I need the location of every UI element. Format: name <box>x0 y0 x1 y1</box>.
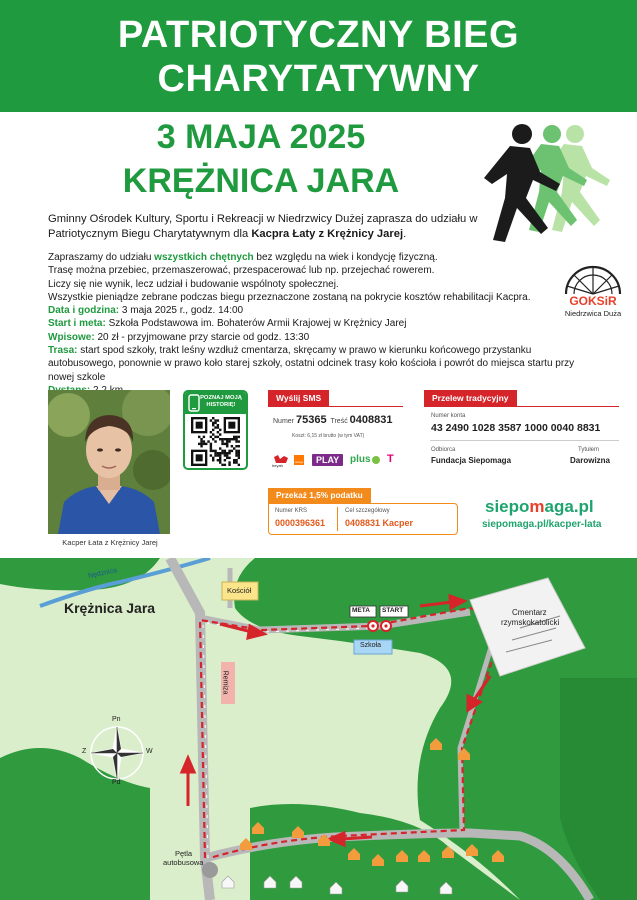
compass-n: Pn <box>112 716 121 723</box>
details-route: Trasa: start spod szkoły, trakt leśny wzdłuż cmentarza, skręcamy w prawo w kierunku końcowego przystanku autobusowego, ponownie w prawo koło starej szkoły, ostatni odcinek trasy koło kościoła i powrót do miejsca startu przy nowej szkole <box>48 345 575 383</box>
heyah-logo: heyah <box>272 454 290 467</box>
details-date: Data i godzina: 3 maja 2025 r., godz. 14:00 <box>48 305 244 317</box>
church-label: Kościół <box>227 586 252 595</box>
goksir-logo <box>560 262 626 322</box>
details-invite: Zapraszamy do udziału wszystkich chętnych bez względu na wiek i kondycję fizyczną. <box>48 252 438 263</box>
orange-logo: orange <box>294 455 304 465</box>
goal-value: 0408831 Kacper <box>345 518 414 528</box>
qr-header <box>185 392 246 414</box>
map-title: Krężnica Jara <box>64 600 156 616</box>
transfer-divider <box>424 406 619 407</box>
sms-tag: Wyślij SMS <box>268 390 329 406</box>
wheel-icon <box>560 262 626 296</box>
meta-label: META <box>352 607 370 614</box>
krs-label: Numer KRS <box>275 508 308 514</box>
portrait-photo <box>48 390 170 534</box>
subject-label: Tytułem <box>578 447 600 453</box>
route-map <box>0 558 637 900</box>
subject-value: Darowizna <box>570 456 611 465</box>
siepomaga-logo[interactable]: siepomaga.pl <box>485 497 594 516</box>
title-line-1: PATRIOTYCZNY BIEG <box>117 14 520 56</box>
compass-e: W <box>146 748 153 755</box>
operator-logos <box>272 454 402 468</box>
event-date: 3 MAJA 2025 <box>156 118 366 156</box>
tax-tag: Przekaż 1,5% podatku <box>268 488 371 503</box>
bus-label-1: Pętla <box>175 849 193 858</box>
recipient-value: Fundacja Siepomaga <box>431 456 512 465</box>
runners-icon <box>480 120 630 250</box>
details-fee: Wpisowe: 20 zł - przyjmowane przy starcie od godz. 13:30 <box>48 331 310 343</box>
title-line-2: CHARYTATYWNY <box>157 58 480 100</box>
sms-number: 75365 <box>295 414 327 426</box>
qr-label: POZNAJ MOJĄ HISTORIĘ! <box>200 395 242 408</box>
school-label: Szkoła <box>360 642 382 649</box>
sms-details: Numer 75365 Treść 0408831 <box>273 414 393 426</box>
river-label: Nędznica <box>87 567 118 580</box>
goksir-subtitle: Niedrzwica Duża <box>564 309 622 318</box>
cemetery-label-2: rzymskokatolicki <box>501 618 560 627</box>
sms-content: 0408831 <box>349 414 393 426</box>
qr-card[interactable] <box>183 390 248 470</box>
fire-station-label: Remiza <box>221 670 229 695</box>
bus-label-2: autobusowa <box>163 858 204 867</box>
play-logo: PLAY <box>312 454 343 466</box>
krs-number: 0000396361 <box>275 518 326 528</box>
header-banner <box>0 0 637 112</box>
qr-code[interactable] <box>191 417 240 466</box>
sms-cost: Koszt: 6,15 zł brutto (w tym VAT) <box>292 433 365 439</box>
goal-label: Cel szczegółowy <box>345 508 390 514</box>
details-line-3: Liczy się nie wynik, lecz udział i budowanie wspólnoty społecznej. <box>48 278 339 290</box>
details-start: Start i meta: Szkoła Podstawowa im. Bohaterów Armii Krajowej w Krężnicy Jarej <box>48 318 407 330</box>
siepomaga-url[interactable]: siepomaga.pl/kacper-lata <box>482 519 602 530</box>
compass-s: Pd <box>112 779 121 786</box>
transfer-tag: Przelew tradycyjny <box>424 390 517 406</box>
start-label: START <box>382 607 404 614</box>
photo-caption: Kacper Łata z Krężnicy Jarej <box>62 538 158 547</box>
event-place: KRĘŻNICA JARA <box>122 162 400 200</box>
cemetery-label-1: Cmentarz <box>512 608 547 617</box>
event-details <box>48 251 588 397</box>
account-label: Numer konta <box>431 413 466 419</box>
details-line-4: Wszystkie pieniądze zebrane podczas biegu przeznaczone zostaną na pokrycie kosztów rehabilitacji Kacpra. <box>48 291 531 303</box>
account-number: 43 2490 1028 3587 1000 0040 8831 <box>431 422 601 434</box>
tax-box <box>268 503 458 535</box>
goksir-name: GOKSiR <box>569 294 617 308</box>
compass-w: Z <box>82 748 87 755</box>
beneficiary-name: Kacpra Łaty z Krężnicy Jarej <box>251 228 404 240</box>
plus-dot-icon <box>372 456 380 464</box>
recipient-label: Odbiorca <box>431 447 456 453</box>
sms-divider <box>268 406 403 407</box>
plus-logo: plus <box>350 454 371 465</box>
intro-text: Gminny Ośrodek Kultury, Sportu i Rekreacji w Niedrzwicy Dużej zaprasza do udziału w Patriotycznym Biegu Charytatywnym dla Kacpra Łaty z Krężnicy Jarej. <box>48 213 478 240</box>
details-line-2: Trasę można przebiec, przemaszerować, przespacerować lub np. przejechać rowerem. <box>48 265 435 277</box>
t-mobile-logo: T <box>387 453 394 465</box>
compass-icon <box>82 718 152 788</box>
